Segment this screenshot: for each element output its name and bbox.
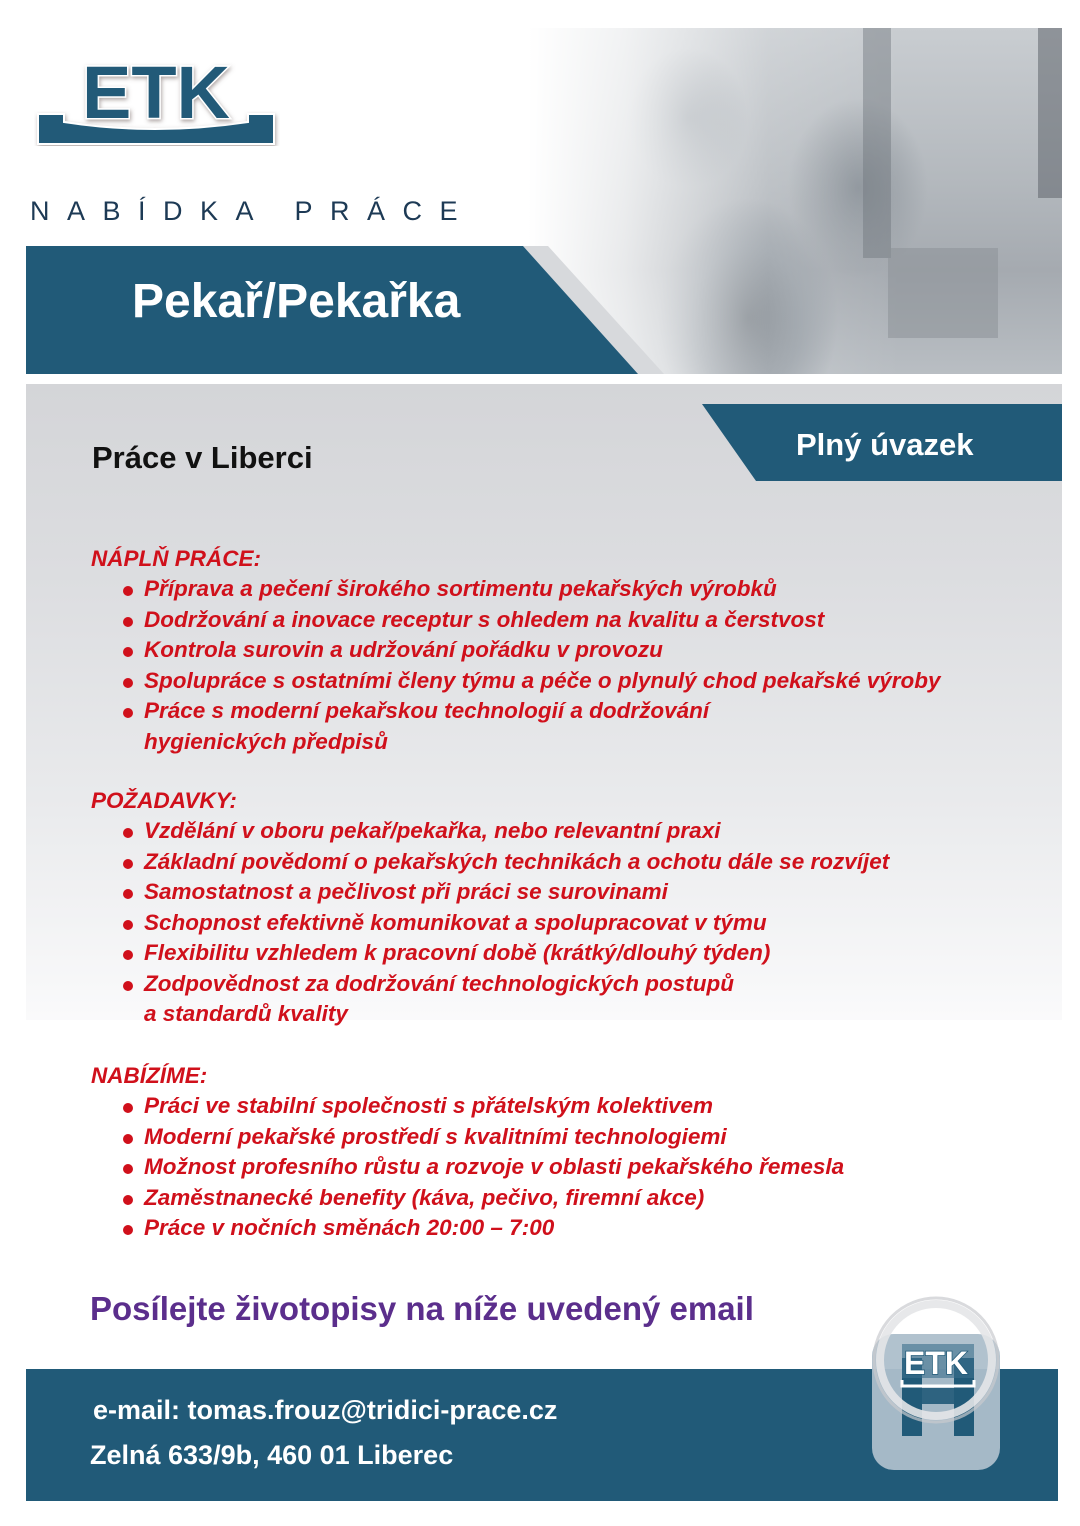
employment-type-label: Plný úvazek	[796, 427, 974, 462]
job-title: Pekař/Pekařka	[132, 275, 461, 328]
photo-detail	[888, 248, 998, 338]
bullet-icon	[123, 889, 133, 899]
list-item: Příprava a pečení širokého sortimentu pekařských výrobků	[123, 574, 941, 605]
logo-text: ETK	[82, 52, 230, 134]
bullet-icon	[123, 586, 133, 596]
badge-text: ETK	[904, 1345, 968, 1381]
list-item: Zodpovědnost za dodržování technologických postupů a standardů kvality	[123, 969, 889, 1030]
bullet-icon	[123, 678, 133, 688]
section-offer	[91, 1061, 844, 1244]
etk-logo-icon	[34, 52, 280, 146]
bullet-icon	[123, 617, 133, 627]
bullet-icon	[123, 647, 133, 657]
list-item: Flexibilitu vzhledem k pracovní době (krátký/dlouhý týden)	[123, 938, 889, 969]
bullet-icon	[123, 708, 133, 718]
duties-list	[91, 574, 941, 757]
list-item: Samostatnost a pečlivost při práci se surovinami	[123, 877, 889, 908]
list-item: Kontrola surovin a udržování pořádku v provozu	[123, 635, 941, 666]
bullet-icon	[123, 1164, 133, 1174]
list-item: Vzdělání v oboru pekař/pekařka, nebo relevantní praxi	[123, 816, 889, 847]
list-item: Zaměstnanecké benefity (káva, pečivo, firemní akce)	[123, 1183, 844, 1214]
list-item: Základní povědomí o pekařských technikách a ochotu dále se rozvíjet	[123, 847, 889, 878]
list-item: Práce s moderní pekařskou technologií a dodržování hygienických předpisů	[123, 696, 941, 757]
section-heading: NÁPLŇ PRÁCE:	[91, 546, 262, 571]
bullet-icon	[123, 859, 133, 869]
list-item: Možnost profesního růstu a rozvoje v oblasti pekařského řemesla	[123, 1152, 844, 1183]
bullet-icon	[123, 1195, 133, 1205]
offer-list	[91, 1091, 844, 1244]
bullet-icon	[123, 1103, 133, 1113]
contact-address: Zelná 633/9b, 460 01 Liberec	[90, 1440, 454, 1470]
contact-email[interactable]: e-mail: tomas.frouz@tridici-prace.cz	[93, 1395, 558, 1425]
bullet-icon	[123, 828, 133, 838]
etk-badge-icon	[868, 1296, 1004, 1474]
page-subtitle: NABÍDKA PRÁCE	[30, 196, 476, 226]
photo-detail	[1038, 28, 1062, 198]
list-item: Dodržování a inovace receptur s ohledem na kvalitu a čerstvost	[123, 605, 941, 636]
bullet-icon	[123, 1134, 133, 1144]
call-to-action: Posílejte životopisy na níže uvedený email	[90, 1290, 754, 1327]
list-item: Práci ve stabilní společnosti s přátelským kolektivem	[123, 1091, 844, 1122]
list-item: Práce v nočních směnách 20:00 – 7:00	[123, 1213, 844, 1244]
photo-detail	[863, 28, 891, 258]
bullet-icon	[123, 950, 133, 960]
job-location: Práce v Liberci	[92, 440, 313, 475]
bullet-icon	[123, 1225, 133, 1235]
section-job-duties	[91, 544, 941, 757]
requirements-list	[91, 816, 889, 1030]
bullet-icon	[123, 920, 133, 930]
list-item: Schopnost efektivně komunikovat a spolupracovat v týmu	[123, 908, 889, 939]
list-item: Spolupráce s ostatními členy týmu a péče o plynulý chod pekařské výroby	[123, 666, 941, 697]
etk-logo	[34, 52, 280, 146]
section-heading: POŽADAVKY:	[91, 788, 237, 813]
list-item: Moderní pekařské prostředí s kvalitními technologiemi	[123, 1122, 844, 1153]
bullet-icon	[123, 981, 133, 991]
section-requirements	[91, 786, 889, 1030]
section-heading: NABÍZÍME:	[91, 1063, 208, 1088]
